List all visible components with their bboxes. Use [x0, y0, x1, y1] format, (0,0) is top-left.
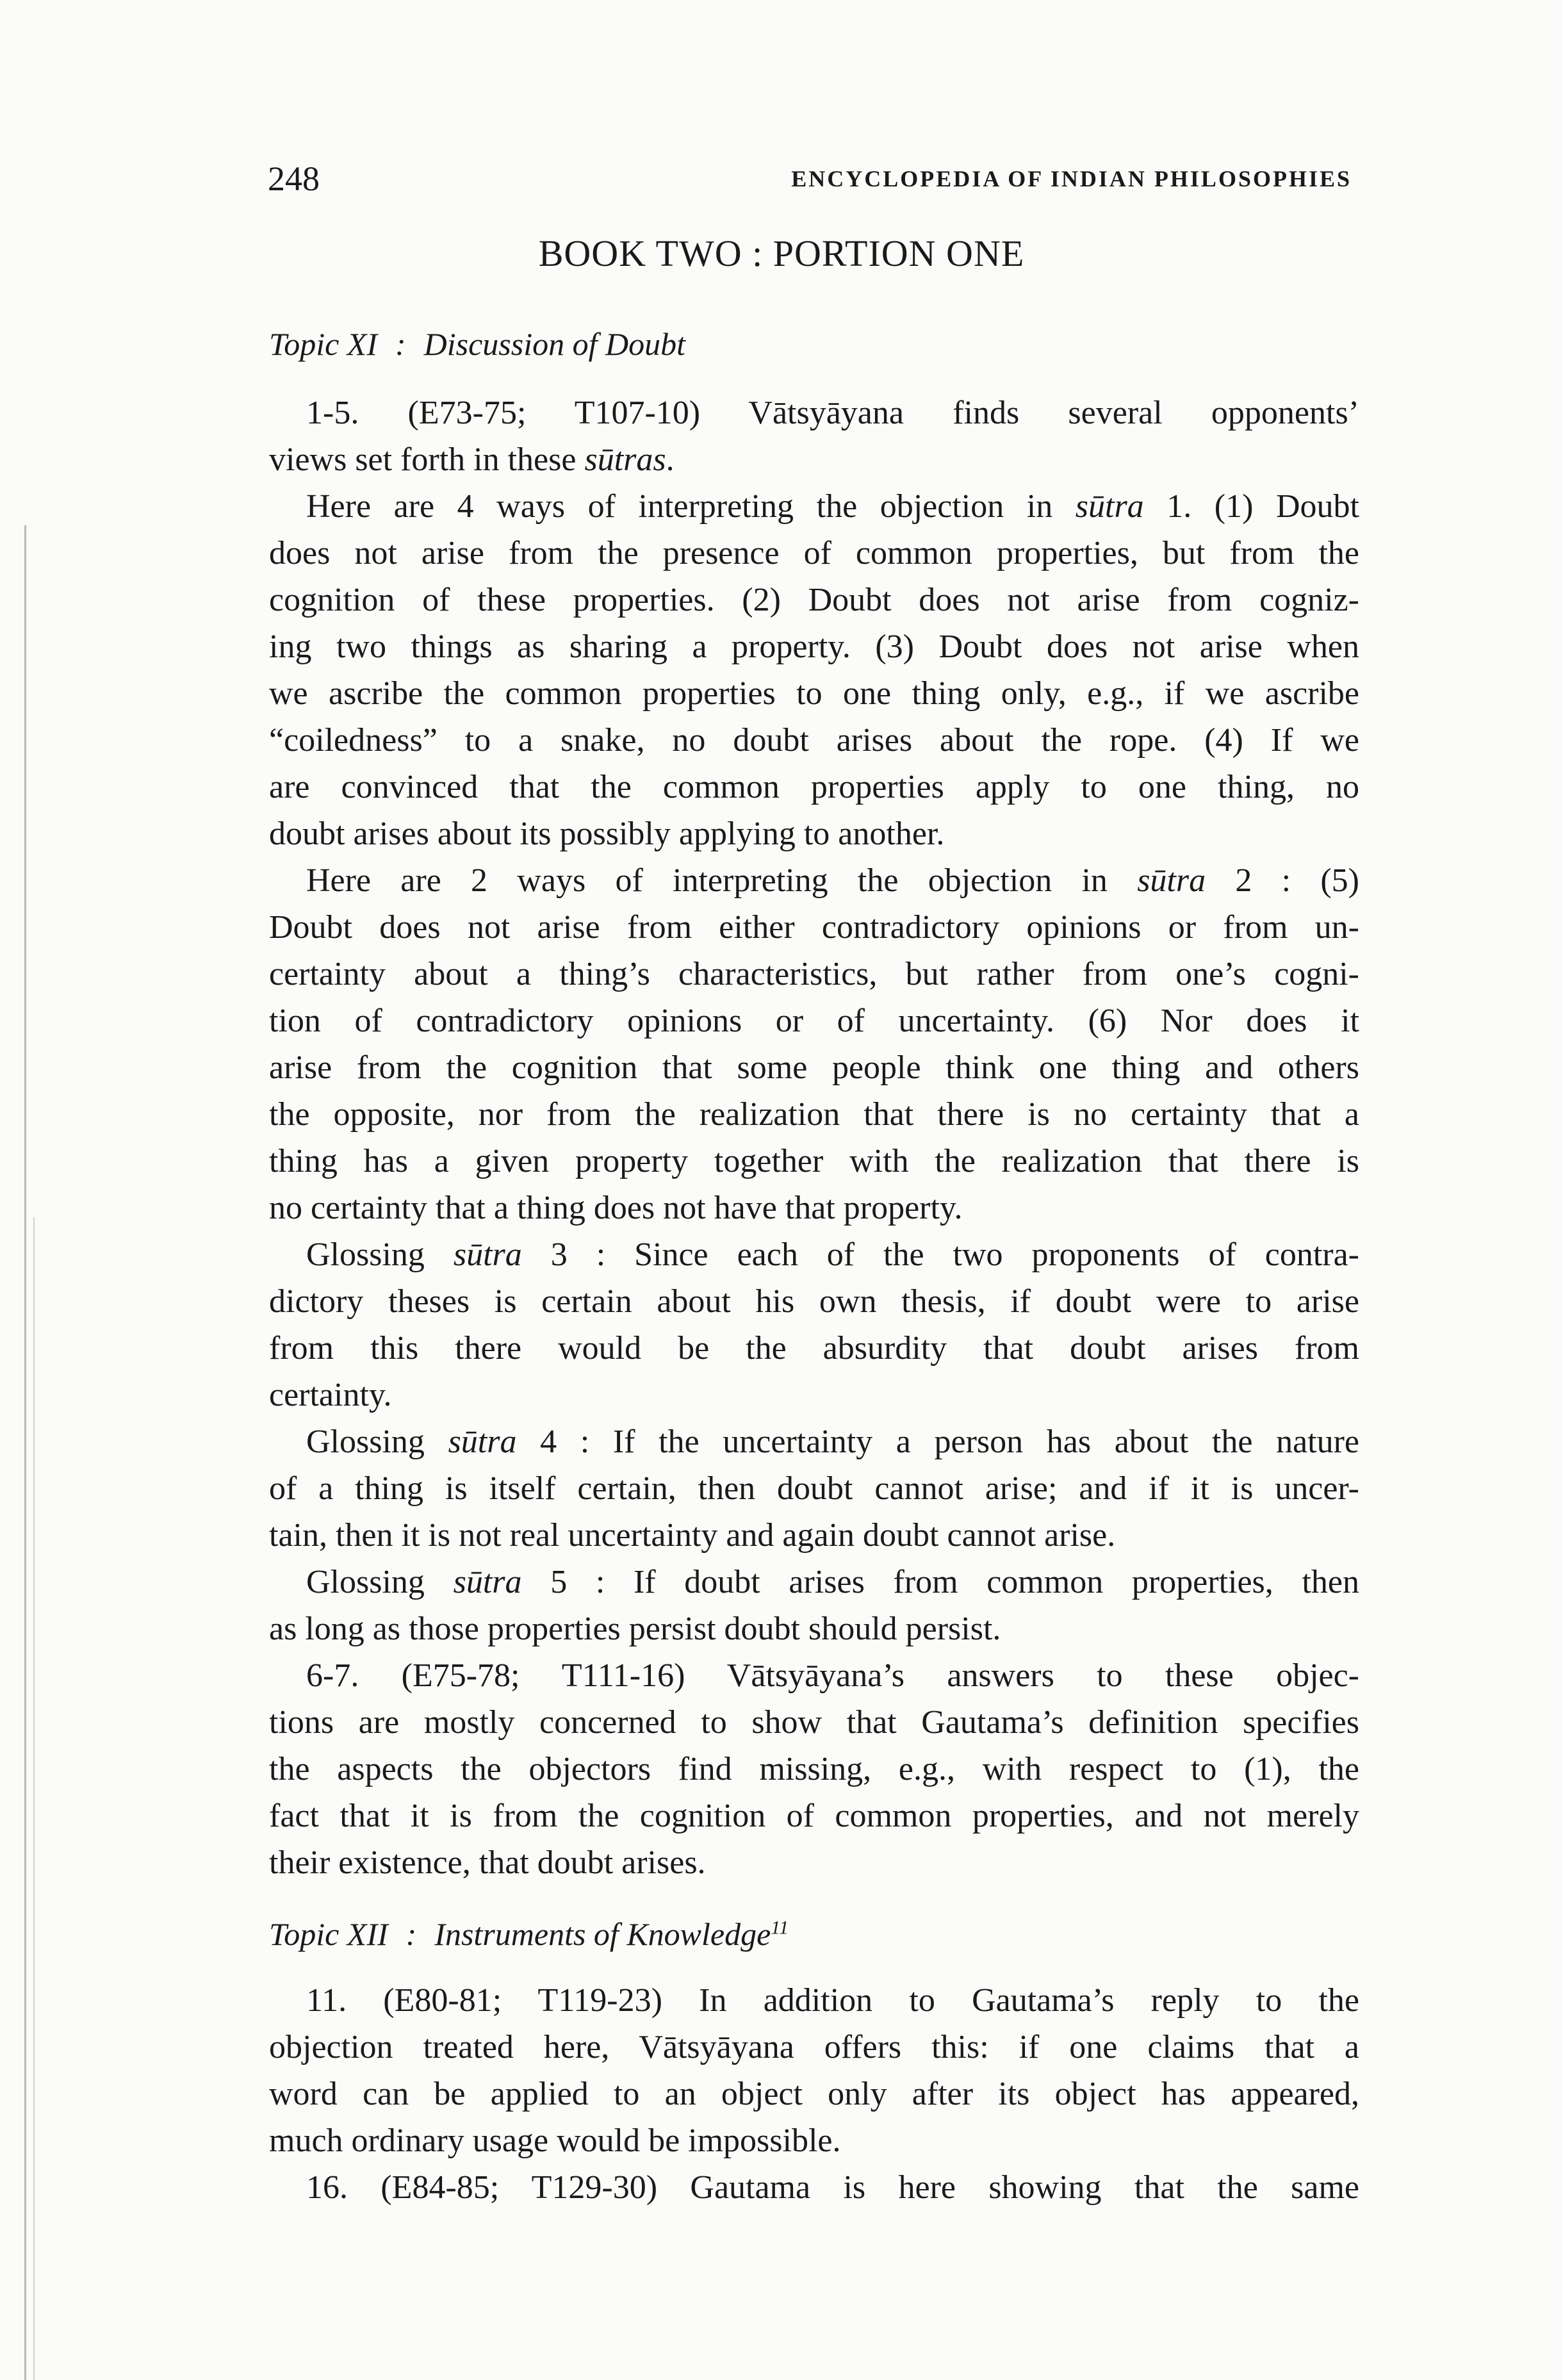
text-line	[269, 530, 1359, 577]
text-run: are convinced that the common properties apply to one thing, no	[269, 769, 1359, 805]
text-run: 2 : (5)	[1206, 862, 1359, 899]
text-run: word can be applied to an object only after its object has appeared,	[269, 2076, 1359, 2112]
text-line	[269, 2024, 1359, 2071]
book-title: BOOK TWO : PORTION ONE	[538, 233, 1025, 274]
text-run: the aspects the objectors find missing, e.g., with respect to (1), the	[269, 1751, 1359, 1787]
body-text-section-2	[269, 1977, 1359, 2211]
text-run: 16. (E84-85; T129-30) Gautama is here showing that the same	[306, 2169, 1359, 2206]
italic-term: sūtra	[453, 1564, 522, 1600]
text-line	[269, 1512, 1359, 1559]
text-run: tion of contradictory opinions or of uncertainty. (6) Nor does it	[269, 1003, 1359, 1039]
text-run: ing two things as sharing a property. (3) Doubt does not arise when	[269, 628, 1359, 665]
text-line	[269, 1699, 1359, 1746]
text-line	[269, 436, 1359, 483]
text-run: certainty about a thing’s characteristics, but rather from one’s cogni-	[269, 956, 1359, 992]
text-run: of a thing is itself certain, then doubt cannot arise; and if it is uncer-	[269, 1470, 1359, 1507]
text-run: no certainty that a thing does not have that property.	[269, 1190, 963, 1226]
text-run: much ordinary usage would be impossible.	[269, 2122, 841, 2159]
text-run: arise from the cognition that some people think one thing and others	[269, 1049, 1359, 1086]
text-run: Glossing	[306, 1236, 454, 1273]
text-run: thing has a given property together with the realization that there is	[269, 1143, 1359, 1179]
text-line	[269, 577, 1359, 623]
text-run: does not arise from the presence of common properties, but from the	[269, 535, 1359, 571]
text-line	[269, 1044, 1359, 1091]
text-line	[269, 1278, 1359, 1325]
text-run: 6-7. (E75-78; T111-16) Vātsyāyana’s answers to these objec-	[306, 1657, 1359, 1694]
topic-title: Discussion of Doubt	[423, 326, 686, 362]
paragraph	[269, 857, 1359, 1231]
text-run: Glossing	[306, 1424, 448, 1460]
text-line	[269, 2117, 1359, 2164]
text-run: the opposite, nor from the realization that there is no certainty that a	[269, 1096, 1359, 1133]
text-line	[269, 1652, 1359, 1699]
topic-heading	[269, 1916, 789, 1953]
text-line	[269, 2164, 1359, 2211]
text-run: as long as those properties persist doubt should persist.	[269, 1611, 1001, 1647]
text-line	[269, 717, 1359, 764]
text-line	[269, 1839, 1359, 1886]
topic-separator: :	[405, 1916, 417, 1952]
body-text-section-1	[269, 390, 1359, 1886]
text-run: tions are mostly concerned to show that Gautama’s definition specifies	[269, 1704, 1359, 1741]
text-run: doubt arises about its possibly applying to another.	[269, 816, 945, 852]
topic-label: Topic XI	[269, 326, 377, 362]
text-run: Here are 2 ways of interpreting the objection in	[306, 862, 1138, 899]
text-line	[269, 1185, 1359, 1231]
footnote-marker: 11	[771, 1917, 789, 1939]
topic-title: Instruments of Knowledge	[434, 1916, 771, 1952]
text-line	[269, 904, 1359, 951]
text-line	[269, 1465, 1359, 1512]
text-run: certainty.	[269, 1377, 392, 1413]
text-run: fact that it is from the cognition of common properties, and not merely	[269, 1798, 1359, 1834]
paragraph	[269, 1559, 1359, 1652]
paragraph	[269, 483, 1359, 857]
text-run: cognition of these properties. (2) Doubt does not arise from cogniz-	[269, 582, 1359, 618]
topic-separator: :	[395, 326, 406, 362]
text-run: their existence, that doubt arises.	[269, 1844, 706, 1881]
running-head: ENCYCLOPEDIA OF INDIAN PHILOSOPHIES	[791, 166, 1352, 192]
text-line	[269, 1746, 1359, 1793]
text-line	[269, 670, 1359, 717]
text-run: tain, then it is not real uncertainty and again doubt cannot arise.	[269, 1517, 1116, 1554]
text-line	[269, 1605, 1359, 1652]
text-run: 3 : Since each of the two proponents of contra-	[521, 1236, 1359, 1273]
text-line	[269, 623, 1359, 670]
text-run: “coiledness” to a snake, no doubt arises about the rope. (4) If we	[269, 722, 1359, 759]
text-run: 5 : If doubt arises from common properties, then	[521, 1564, 1359, 1600]
text-line	[269, 483, 1359, 530]
text-run: 11. (E80-81; T119-23) In addition to Gautama’s reply to the	[306, 1982, 1359, 2019]
text-line	[269, 951, 1359, 997]
text-line	[269, 1418, 1359, 1465]
text-line	[269, 997, 1359, 1044]
text-run: from this there would be the absurdity that doubt arises from	[269, 1330, 1359, 1366]
text-run: Doubt does not arise from either contradictory opinions or from un-	[269, 909, 1359, 946]
text-run: objection treated here, Vātsyāyana offers this: if one claims that a	[269, 2029, 1359, 2065]
text-line	[269, 1793, 1359, 1839]
scan-edge-line	[33, 1217, 35, 2380]
text-run: Glossing	[306, 1564, 454, 1600]
text-line	[269, 1138, 1359, 1185]
text-line	[269, 2071, 1359, 2117]
paragraph	[269, 1977, 1359, 2164]
text-line	[269, 390, 1359, 436]
scan-edge-line	[24, 525, 26, 2380]
text-line	[269, 764, 1359, 810]
italic-term: sūtra	[1137, 862, 1206, 899]
topic-label: Topic XII	[269, 1916, 388, 1952]
italic-term: sūtras	[584, 441, 666, 478]
text-line	[269, 857, 1359, 904]
topic-heading	[269, 325, 685, 363]
italic-term: sūtra	[1075, 488, 1144, 525]
text-run: 1. (1) Doubt	[1143, 488, 1359, 525]
text-line	[269, 810, 1359, 857]
italic-term: sūtra	[448, 1424, 517, 1460]
text-run: 4 : If the uncertainty a person has about the nature	[516, 1424, 1360, 1460]
paragraph	[269, 1418, 1359, 1559]
paragraph	[269, 1652, 1359, 1886]
italic-term: sūtra	[453, 1236, 522, 1273]
paragraph	[269, 390, 1359, 483]
text-line	[269, 1325, 1359, 1372]
text-line	[269, 1372, 1359, 1418]
text-run: Here are 4 ways of interpreting the objection in	[306, 488, 1076, 525]
text-line	[269, 1231, 1359, 1278]
text-run: .	[666, 441, 675, 478]
text-run: we ascribe the common properties to one thing only, e.g., if we ascribe	[269, 675, 1359, 712]
text-line	[269, 1559, 1359, 1605]
paragraph	[269, 1231, 1359, 1418]
text-run: views set forth in these	[269, 441, 585, 478]
text-run: dictory theses is certain about his own thesis, if doubt were to arise	[269, 1283, 1359, 1320]
text-run: 1-5. (E73-75; T107-10) Vātsyāyana finds several opponents’	[306, 395, 1359, 431]
paragraph	[269, 2164, 1359, 2211]
text-line	[269, 1091, 1359, 1138]
text-line	[269, 1977, 1359, 2024]
page-number: 248	[268, 160, 320, 198]
